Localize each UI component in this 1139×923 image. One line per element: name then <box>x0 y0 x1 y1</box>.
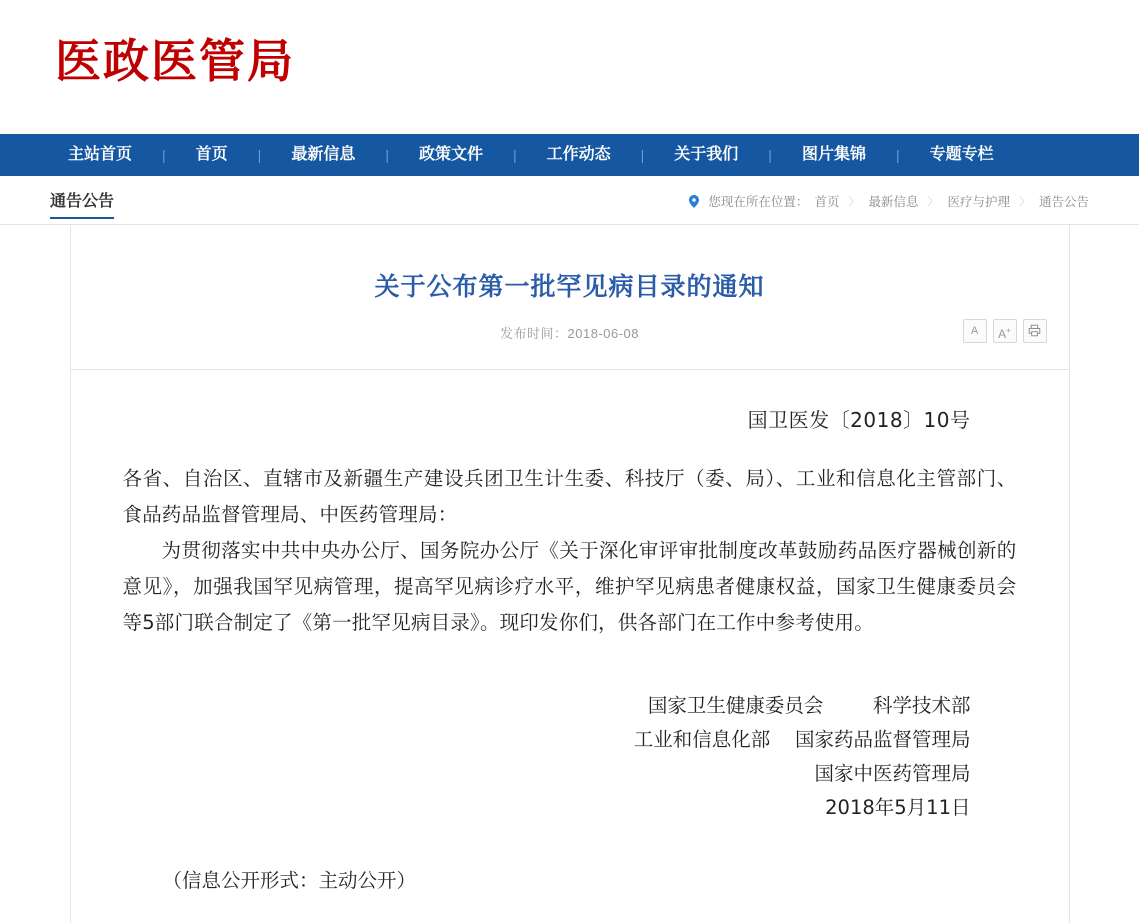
article-title: 关于公布第一批罕见病目录的通知 <box>374 273 765 301</box>
nav-item-home[interactable]: 首页 <box>195 146 228 163</box>
breadcrumb-separator: 〉 <box>927 196 939 208</box>
decrease-font-button[interactable]: A <box>963 319 987 343</box>
breadcrumb-label: 您现在所在位置： <box>708 195 809 209</box>
nav-separator: | <box>895 147 900 163</box>
disclosure-note: （信息公开形式：主动公开） <box>162 869 417 892</box>
breadcrumb-separator: 〉 <box>1018 196 1030 208</box>
location-pin-icon <box>689 195 699 208</box>
nav-separator: | <box>385 147 389 163</box>
article-tools <box>963 319 1047 343</box>
increase-font-button[interactable] <box>993 319 1017 343</box>
breadcrumb-item-latest-info[interactable]: 最新信息 <box>868 195 919 209</box>
nav-separator: | <box>640 147 645 163</box>
increase-font-label: A <box>998 327 1007 341</box>
nav-item-about-us[interactable]: 关于我们 <box>674 146 739 163</box>
nav-item-main-home[interactable]: 主站首页 <box>68 146 133 163</box>
nav-separator: | <box>257 147 262 163</box>
breadcrumb-separator: 〉 <box>848 196 860 208</box>
nav-separator: | <box>768 147 772 163</box>
article-container <box>70 225 1070 923</box>
page-title: 通告公告 <box>50 188 114 219</box>
publish-label: 发布时间： <box>499 326 568 341</box>
article-paragraph-main: 为贯彻落实中共中央办公厅、国务院办公厅《关于深化审评审批制度改革鼓励药品医疗器械创新的意见》，加强我国罕见病管理，提高罕见病诊疗水平，维护罕见病患者健康权益，国家卫生健康委员会等5部门联合制定了《第一批罕见病目录》。现印发你们，供各部门在工作中参考使用。 <box>122 539 1017 634</box>
article-meta-row <box>71 323 1069 370</box>
print-icon <box>1024 324 1046 337</box>
signature-line-3: 国家中医药管理局 <box>814 762 971 785</box>
nav-item-special-topics[interactable]: 专题专栏 <box>929 146 994 163</box>
document-number: 国卫医发〔2018〕10号 <box>747 408 971 432</box>
breadcrumb <box>689 192 1089 210</box>
signature-date: 2018年5月11日 <box>825 796 971 819</box>
main-navigation <box>0 134 1139 176</box>
site-logo: 医政医管局 <box>55 34 295 88</box>
print-button[interactable] <box>1023 319 1047 343</box>
nav-separator: | <box>512 147 517 163</box>
publish-date: 2018-06-08 <box>567 326 639 341</box>
increase-font-plus: + <box>1006 326 1011 335</box>
signature-line-2: 工业和信息化部 国家药品监督管理局 <box>633 728 971 751</box>
document-body <box>71 404 1069 923</box>
site-header <box>0 0 1139 134</box>
article-paragraph-recipients: 各省、自治区、直辖市及新疆生产建设兵团卫生计生委、科技厅（委、局）、工业和信息化主管部门、食品药品监督管理局、中医药管理局： <box>122 467 1017 526</box>
publish-info <box>71 323 1069 342</box>
breadcrumb-item-home[interactable]: 首页 <box>814 195 840 209</box>
nav-separator: | <box>162 147 166 163</box>
breadcrumb-item-medical-nursing[interactable]: 医疗与护理 <box>947 195 1010 209</box>
nav-item-work-updates[interactable]: 工作动态 <box>546 146 611 163</box>
signature-line-1: 国家卫生健康委员会 科学技术部 <box>647 694 971 717</box>
nav-item-latest-info[interactable]: 最新信息 <box>291 146 356 163</box>
sub-bar <box>0 176 1139 225</box>
nav-item-policy-documents[interactable]: 政策文件 <box>418 146 483 163</box>
breadcrumb-item-announcements[interactable]: 通告公告 <box>1038 195 1089 209</box>
signature-block <box>123 689 1017 825</box>
nav-item-photo-gallery[interactable]: 图片集锦 <box>801 146 866 163</box>
